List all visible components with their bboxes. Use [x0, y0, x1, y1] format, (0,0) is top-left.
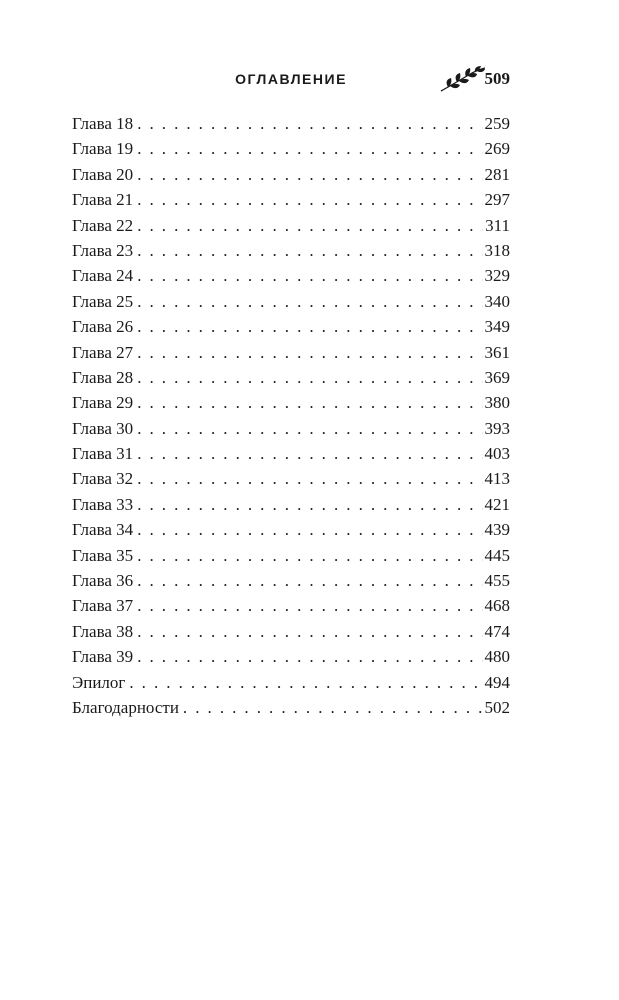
toc-dot-leader	[133, 543, 482, 568]
toc-dot-leader	[133, 365, 482, 390]
toc-entry	[72, 111, 510, 136]
toc-entry-label: Глава 33	[72, 494, 134, 514]
toc-entry	[72, 695, 510, 720]
toc-entry	[72, 162, 510, 187]
toc-dot-leader	[133, 568, 482, 593]
toc-entry	[72, 213, 510, 238]
toc-entry	[72, 365, 510, 390]
toc-entry-label: Глава 24	[72, 266, 134, 286]
page-number: 509	[484, 69, 510, 88]
toc-dot-leader	[133, 162, 482, 187]
toc-entry-label: Глава 37	[72, 596, 134, 616]
toc-entry-page: 413	[484, 469, 510, 489]
toc-entry-page: 281	[484, 164, 510, 184]
toc-dot-leader	[133, 416, 482, 441]
toc-entry-label: Глава 34	[72, 520, 134, 540]
toc-entry-page: 474	[484, 621, 510, 641]
toc-dot-leader	[133, 314, 482, 339]
toc-entry	[72, 593, 510, 618]
toc-entry-page: 445	[484, 545, 510, 565]
toc-entry	[72, 492, 510, 517]
toc-dot-leader	[133, 466, 482, 491]
toc-entry	[72, 416, 510, 441]
toc-entry-page: 480	[484, 647, 510, 667]
toc-entry-label: Глава 38	[72, 621, 134, 641]
toc-entry-label: Глава 31	[72, 444, 134, 464]
toc-entry	[72, 568, 510, 593]
running-head	[72, 68, 510, 94]
toc-entry-label: Глава 35	[72, 545, 134, 565]
toc-entry	[72, 187, 510, 212]
toc-entry-page: 439	[484, 520, 510, 540]
toc-entry-label: Глава 25	[72, 291, 134, 311]
toc-entry-label: Эпилог	[72, 672, 126, 692]
toc-entry-page: 361	[484, 342, 510, 362]
toc-entry-label: Глава 23	[72, 240, 134, 260]
toc-entry-label: Глава 30	[72, 418, 134, 438]
toc-entry	[72, 543, 510, 568]
toc-entry-label: Глава 21	[72, 190, 134, 210]
toc-entry-label: Благодарности	[72, 697, 179, 717]
toc-entry	[72, 441, 510, 466]
toc-dot-leader	[133, 441, 482, 466]
toc-dot-leader	[133, 517, 482, 542]
toc-dot-leader	[133, 111, 482, 136]
toc-entry-page: 259	[484, 114, 510, 133]
toc-entry-page: 403	[484, 444, 510, 464]
toc-dot-leader	[133, 289, 482, 314]
toc-entry-page: 421	[484, 494, 510, 514]
toc-dot-leader	[125, 670, 482, 695]
olive-sprig-icon	[438, 66, 488, 94]
toc-dot-leader	[133, 213, 483, 238]
toc-entry-page: 380	[484, 393, 510, 413]
toc-entry-label: Глава 18	[72, 114, 134, 133]
toc-entry-label: Глава 36	[72, 571, 134, 591]
toc-entry	[72, 289, 510, 314]
toc-entry	[72, 517, 510, 542]
table-of-contents	[72, 111, 510, 720]
toc-dot-leader	[133, 619, 482, 644]
toc-dot-leader	[179, 695, 483, 720]
toc-entry	[72, 263, 510, 288]
toc-entry-page: 502	[484, 697, 510, 717]
toc-entry	[72, 670, 510, 695]
toc-entry-label: Глава 28	[72, 367, 134, 387]
toc-entry-page: 297	[484, 190, 510, 210]
toc-entry-label: Глава 26	[72, 317, 134, 337]
toc-entry-label: Глава 29	[72, 393, 134, 413]
toc-entry-label: Глава 39	[72, 647, 134, 667]
toc-dot-leader	[133, 644, 482, 669]
toc-entry	[72, 619, 510, 644]
toc-entry-page: 269	[484, 139, 510, 159]
toc-entry-page: 318	[484, 240, 510, 260]
toc-entry-page: 340	[484, 291, 510, 311]
toc-entry-label: Глава 19	[72, 139, 134, 159]
toc-entry-page: 349	[484, 317, 510, 337]
toc-entry-page: 369	[484, 367, 510, 387]
toc-entry-page: 329	[484, 266, 510, 286]
toc-entry	[72, 136, 510, 161]
toc-entry-page: 393	[484, 418, 510, 438]
toc-entry	[72, 238, 510, 263]
toc-dot-leader	[133, 390, 482, 415]
running-title: ОГЛАВЛЕНИЕ	[235, 71, 347, 87]
toc-dot-leader	[133, 136, 482, 161]
toc-dot-leader	[133, 593, 482, 618]
toc-entry-label: Глава 32	[72, 469, 134, 489]
toc-entry-page: 494	[484, 672, 510, 692]
toc-dot-leader	[133, 263, 482, 288]
toc-entry	[72, 390, 510, 415]
toc-entry	[72, 314, 510, 339]
toc-entry	[72, 340, 510, 365]
toc-dot-leader	[133, 340, 482, 365]
toc-dot-leader	[133, 238, 482, 263]
toc-entry-page: 468	[484, 596, 510, 616]
toc-dot-leader	[133, 187, 482, 212]
toc-entry-label: Глава 22	[72, 215, 134, 235]
toc-entry-label: Глава 27	[72, 342, 134, 362]
toc-entry	[72, 644, 510, 669]
toc-entry-page: 311	[485, 215, 510, 235]
toc-entry	[72, 466, 510, 491]
toc-entry-page: 455	[484, 571, 510, 591]
toc-dot-leader	[133, 492, 482, 517]
toc-entry-label: Глава 20	[72, 164, 134, 184]
